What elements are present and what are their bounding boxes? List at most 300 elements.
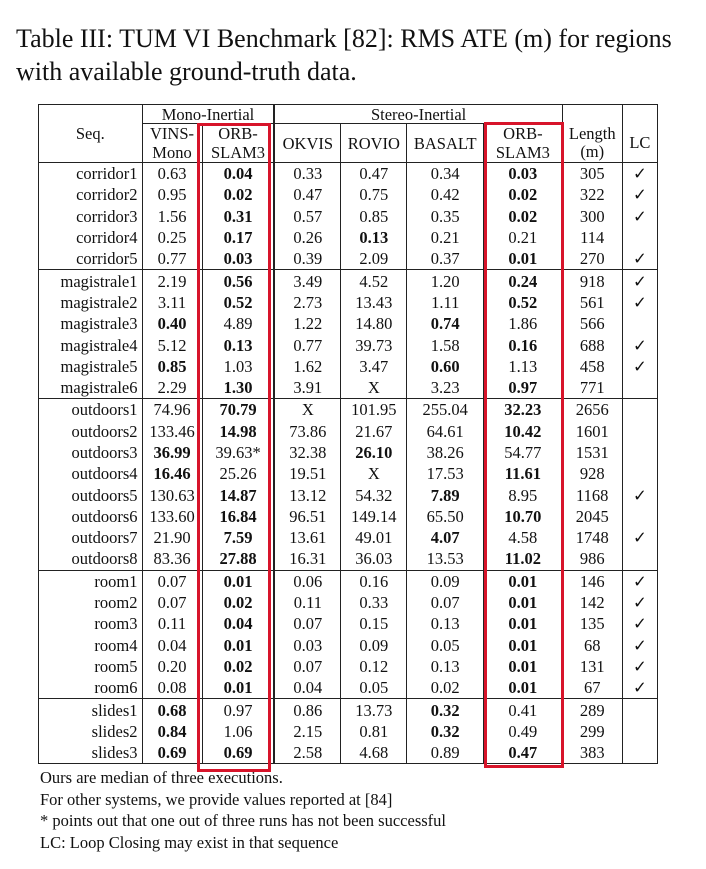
cell-orbs: 1.86: [484, 313, 563, 334]
cell-seq: slides1: [91, 700, 138, 720]
header-orb-slam3-stereo: ORB- SLAM3: [484, 124, 563, 163]
cell-lc: ✓: [622, 527, 657, 548]
cell-rovio: 0.13: [341, 227, 407, 248]
cell-rovio: 21.67: [341, 421, 407, 442]
cell-vins: 0.63: [142, 163, 202, 185]
table-row: [39, 635, 658, 656]
cell-vins: 2.29: [142, 377, 202, 399]
cell-basalt: 7.89: [407, 484, 484, 505]
cell-okvis: 19.51: [274, 463, 340, 484]
cell-rovio: 0.47: [341, 163, 407, 185]
cell-lc: ✓: [622, 656, 657, 677]
cell-vins: 3.11: [142, 292, 202, 313]
cell-orbs: 0.21: [484, 227, 563, 248]
cell-basalt: 0.60: [407, 356, 484, 377]
cell-orbs: 54.77: [484, 442, 563, 463]
cell-seq: room5: [94, 656, 138, 676]
cell-okvis: 0.11: [274, 592, 340, 613]
cell-seq: room3: [94, 614, 138, 634]
cell-lc: [622, 506, 657, 527]
cell-basalt: 13.53: [407, 548, 484, 570]
cell-orbm: 7.59: [202, 527, 274, 548]
cell-rovio: 54.32: [341, 484, 407, 505]
cell-rovio: 4.68: [341, 742, 407, 764]
cell-len: 2045: [562, 506, 622, 527]
cell-len: 986: [562, 548, 622, 570]
note-asterisk: * points out that one out of three runs has not been successful: [40, 811, 446, 830]
cell-lc: [622, 442, 657, 463]
cell-lc: [622, 463, 657, 484]
cell-orbm: 0.02: [202, 656, 274, 677]
cell-seq: outdoors3: [71, 443, 138, 462]
cell-seq: room4: [94, 635, 138, 655]
cell-vins: 74.96: [142, 399, 202, 421]
cell-orbm: 0.01: [202, 570, 274, 592]
cell-lc: [622, 742, 657, 764]
cell-orbs: 0.47: [484, 742, 563, 764]
cell-orbs: 0.52: [484, 292, 563, 313]
cell-orbm: 4.89: [202, 313, 274, 334]
cell-rovio: 3.47: [341, 356, 407, 377]
cell-seq: room2: [94, 593, 138, 613]
table-row: [39, 421, 658, 442]
cell-len: 1748: [562, 527, 622, 548]
cell-lc: ✓: [622, 570, 657, 592]
cell-rovio: 26.10: [341, 442, 407, 463]
cell-orbm: 0.04: [202, 163, 274, 185]
cell-seq: corridor4: [76, 228, 138, 248]
table-row: [39, 313, 658, 334]
cell-okvis: 13.61: [274, 527, 340, 548]
cell-orbm: 0.03: [202, 248, 274, 270]
cell-seq: corridor3: [76, 206, 138, 226]
cell-okvis: 0.06: [274, 570, 340, 592]
cell-basalt: 4.07: [407, 527, 484, 548]
cell-len: 561: [562, 292, 622, 313]
cell-orbs: 32.23: [484, 399, 563, 421]
cell-seq: corridor1: [76, 164, 138, 184]
cell-rovio: 0.15: [341, 613, 407, 634]
table-row: [39, 227, 658, 248]
cell-vins: 0.07: [142, 570, 202, 592]
cell-len: 289: [562, 699, 622, 721]
cell-okvis: 16.31: [274, 548, 340, 570]
group-mono-inertial: Mono-Inertial: [142, 105, 274, 124]
cell-lc: [622, 313, 657, 334]
cell-okvis: 13.12: [274, 484, 340, 505]
cell-vins: 0.04: [142, 635, 202, 656]
cell-rovio: 101.95: [341, 399, 407, 421]
cell-okvis: 1.62: [274, 356, 340, 377]
cell-vins: 21.90: [142, 527, 202, 548]
cell-orbs: 0.49: [484, 721, 563, 742]
cell-rovio: 0.81: [341, 721, 407, 742]
cell-len: 299: [562, 721, 622, 742]
cell-okvis: X: [274, 399, 340, 421]
cell-okvis: 0.03: [274, 635, 340, 656]
header-lc: LC: [622, 124, 657, 163]
cell-orbm: 0.69: [202, 742, 274, 764]
cell-seq: magistrale5: [60, 356, 138, 376]
note-reported: For other systems, we provide values reported at [84]: [40, 789, 393, 809]
cell-orbs: 0.01: [484, 613, 563, 634]
cell-seq: outdoors5: [71, 485, 138, 505]
cell-orbs: 0.02: [484, 206, 563, 227]
table-row: [39, 184, 658, 205]
cell-basalt: 38.26: [407, 442, 484, 463]
cell-vins: 83.36: [142, 548, 202, 570]
cell-vins: 0.07: [142, 592, 202, 613]
cell-len: 131: [562, 656, 622, 677]
cell-rovio: 36.03: [341, 548, 407, 570]
cell-okvis: 0.04: [274, 677, 340, 699]
table-row: [39, 592, 658, 613]
cell-basalt: 0.74: [407, 313, 484, 334]
cell-okvis: 2.15: [274, 721, 340, 742]
cell-orbs: 4.58: [484, 527, 563, 548]
cell-rovio: 49.01: [341, 527, 407, 548]
cell-okvis: 0.07: [274, 613, 340, 634]
cell-basalt: 0.42: [407, 184, 484, 205]
cell-orbm: 0.02: [202, 592, 274, 613]
cell-orbs: 0.01: [484, 592, 563, 613]
cell-lc: [622, 377, 657, 399]
cell-okvis: 0.86: [274, 699, 340, 721]
cell-len: 383: [562, 742, 622, 764]
cell-basalt: 0.32: [407, 699, 484, 721]
cell-rovio: 0.85: [341, 206, 407, 227]
table-row: [39, 527, 658, 548]
cell-orbs: 0.01: [484, 656, 563, 677]
cell-basalt: 17.53: [407, 463, 484, 484]
cell-lc: ✓: [622, 184, 657, 205]
cell-orbm: 0.52: [202, 292, 274, 313]
table-row: [39, 399, 658, 421]
cell-basalt: 1.58: [407, 334, 484, 355]
table-caption: Table III: TUM VI Benchmark [82]: RMS ATE (m) for regions with available ground-truth data.: [16, 24, 672, 86]
cell-lc: [622, 421, 657, 442]
cell-lc: ✓: [622, 163, 657, 185]
cell-lc: ✓: [622, 484, 657, 505]
cell-rovio: 0.16: [341, 570, 407, 592]
cell-rovio: 13.73: [341, 699, 407, 721]
header-okvis: OKVIS: [274, 124, 340, 163]
cell-len: 322: [562, 184, 622, 205]
cell-seq: outdoors8: [71, 549, 138, 569]
cell-len: 67: [562, 677, 622, 699]
cell-rovio: 0.75: [341, 184, 407, 205]
cell-len: 2656: [562, 399, 622, 421]
table-row: [39, 442, 658, 463]
cell-vins: 0.40: [142, 313, 202, 334]
cell-orbm: 14.87: [202, 484, 274, 505]
cell-vins: 0.25: [142, 227, 202, 248]
cell-lc: [622, 721, 657, 742]
cell-orbm: 0.31: [202, 206, 274, 227]
cell-seq: magistrale4: [60, 335, 138, 355]
cell-seq: magistrale2: [60, 292, 138, 312]
cell-len: 458: [562, 356, 622, 377]
cell-vins: 0.84: [142, 721, 202, 742]
cell-okvis: 73.86: [274, 421, 340, 442]
cell-orbm: 0.97: [202, 699, 274, 721]
cell-okvis: 1.22: [274, 313, 340, 334]
cell-rovio: X: [341, 377, 407, 399]
table-row: [39, 163, 658, 185]
cell-basalt: 3.23: [407, 377, 484, 399]
table-row: [39, 270, 658, 292]
cell-rovio: 39.73: [341, 334, 407, 355]
cell-vins: 0.95: [142, 184, 202, 205]
cell-len: 135: [562, 613, 622, 634]
note-lc: LC: Loop Closing may exist in that sequence: [40, 832, 339, 852]
table-row: [39, 356, 658, 377]
cell-basalt: 1.20: [407, 270, 484, 292]
table-row: [39, 484, 658, 505]
cell-lc: ✓: [622, 677, 657, 699]
cell-len: 305: [562, 163, 622, 185]
cell-lc: [622, 699, 657, 721]
cell-seq: outdoors1: [71, 400, 138, 420]
cell-basalt: 0.13: [407, 613, 484, 634]
cell-orbm: 39.63*: [202, 442, 274, 463]
cell-orbm: 1.03: [202, 356, 274, 377]
cell-len: 566: [562, 313, 622, 334]
cell-orbm: 25.26: [202, 463, 274, 484]
table-row: [39, 506, 658, 527]
group-stereo-inertial: Stereo-Inertial: [274, 105, 562, 124]
cell-orbm: 27.88: [202, 548, 274, 570]
cell-rovio: 149.14: [341, 506, 407, 527]
cell-len: 1168: [562, 484, 622, 505]
cell-orbs: 0.24: [484, 270, 563, 292]
header-length: Length (m): [562, 124, 622, 163]
cell-seq: room6: [94, 678, 138, 698]
cell-orbs: 0.02: [484, 184, 563, 205]
cell-basalt: 0.13: [407, 656, 484, 677]
cell-okvis: 0.57: [274, 206, 340, 227]
cell-okvis: 0.07: [274, 656, 340, 677]
table-row: [39, 699, 658, 721]
cell-orbm: 16.84: [202, 506, 274, 527]
group-spacer-length: [562, 105, 622, 124]
cell-lc: ✓: [622, 635, 657, 656]
cell-orbs: 11.61: [484, 463, 563, 484]
table-row: [39, 570, 658, 592]
cell-seq: slides2: [91, 721, 138, 741]
table-row: [39, 677, 658, 699]
cell-vins: 2.19: [142, 270, 202, 292]
cell-len: 142: [562, 592, 622, 613]
cell-okvis: 0.47: [274, 184, 340, 205]
cell-okvis: 0.77: [274, 334, 340, 355]
cell-orbs: 0.01: [484, 635, 563, 656]
cell-vins: 133.60: [142, 506, 202, 527]
cell-len: 1601: [562, 421, 622, 442]
cell-okvis: 0.39: [274, 248, 340, 270]
cell-rovio: 0.33: [341, 592, 407, 613]
cell-lc: ✓: [622, 292, 657, 313]
cell-vins: 130.63: [142, 484, 202, 505]
cell-orbm: 1.30: [202, 377, 274, 399]
cell-seq: magistrale3: [60, 314, 138, 334]
cell-lc: ✓: [622, 592, 657, 613]
cell-okvis: 2.58: [274, 742, 340, 764]
cell-lc: ✓: [622, 356, 657, 377]
cell-okvis: 96.51: [274, 506, 340, 527]
cell-rovio: 4.52: [341, 270, 407, 292]
table-row: [39, 742, 658, 764]
cell-vins: 0.68: [142, 699, 202, 721]
cell-basalt: 0.34: [407, 163, 484, 185]
cell-lc: ✓: [622, 248, 657, 270]
cell-seq: outdoors6: [71, 506, 138, 526]
cell-lc: ✓: [622, 206, 657, 227]
cell-seq: outdoors2: [71, 421, 138, 441]
table-row: [39, 248, 658, 270]
cell-len: 928: [562, 463, 622, 484]
cell-okvis: 2.73: [274, 292, 340, 313]
header-orb-slam3-mono: ORB- SLAM3: [202, 124, 274, 163]
cell-rovio: 0.05: [341, 677, 407, 699]
cell-basalt: 0.37: [407, 248, 484, 270]
cell-orbm: 1.06: [202, 721, 274, 742]
table-body: [39, 163, 658, 764]
cell-lc: [622, 227, 657, 248]
cell-basalt: 65.50: [407, 506, 484, 527]
header-rovio: ROVIO: [341, 124, 407, 163]
benchmark-table: [38, 104, 658, 764]
table-row: [39, 613, 658, 634]
cell-okvis: 3.91: [274, 377, 340, 399]
cell-orbs: 1.13: [484, 356, 563, 377]
table-row: [39, 292, 658, 313]
cell-vins: 0.11: [142, 613, 202, 634]
cell-basalt: 0.89: [407, 742, 484, 764]
cell-vins: 0.85: [142, 356, 202, 377]
cell-rovio: 2.09: [341, 248, 407, 270]
cell-rovio: 13.43: [341, 292, 407, 313]
cell-orbm: 0.56: [202, 270, 274, 292]
cell-basalt: 64.61: [407, 421, 484, 442]
cell-orbm: 0.13: [202, 334, 274, 355]
table-row: [39, 463, 658, 484]
cell-seq: room1: [94, 571, 138, 591]
cell-len: 146: [562, 570, 622, 592]
cell-len: 114: [562, 227, 622, 248]
cell-basalt: 1.11: [407, 292, 484, 313]
cell-vins: 16.46: [142, 463, 202, 484]
cell-orbm: 70.79: [202, 399, 274, 421]
cell-vins: 133.46: [142, 421, 202, 442]
cell-okvis: 32.38: [274, 442, 340, 463]
table-row: [39, 334, 658, 355]
cell-len: 270: [562, 248, 622, 270]
table-row: [39, 656, 658, 677]
cell-basalt: 255.04: [407, 399, 484, 421]
header-vins-mono: VINS- Mono: [142, 124, 202, 163]
cell-okvis: 0.26: [274, 227, 340, 248]
cell-lc: ✓: [622, 270, 657, 292]
cell-orbs: 0.97: [484, 377, 563, 399]
cell-rovio: 0.12: [341, 656, 407, 677]
cell-vins: 0.77: [142, 248, 202, 270]
cell-basalt: 0.07: [407, 592, 484, 613]
cell-len: 771: [562, 377, 622, 399]
cell-len: 1531: [562, 442, 622, 463]
cell-rovio: 0.09: [341, 635, 407, 656]
cell-orbm: 14.98: [202, 421, 274, 442]
cell-len: 300: [562, 206, 622, 227]
table-row: [39, 206, 658, 227]
cell-basalt: 0.35: [407, 206, 484, 227]
cell-vins: 0.08: [142, 677, 202, 699]
cell-basalt: 0.32: [407, 721, 484, 742]
cell-orbm: 0.17: [202, 227, 274, 248]
cell-basalt: 0.05: [407, 635, 484, 656]
header-basalt: BASALT: [407, 124, 484, 163]
cell-orbm: 0.01: [202, 677, 274, 699]
cell-vins: 5.12: [142, 334, 202, 355]
cell-vins: 0.69: [142, 742, 202, 764]
cell-vins: 1.56: [142, 206, 202, 227]
cell-okvis: 3.49: [274, 270, 340, 292]
cell-okvis: 0.33: [274, 163, 340, 185]
cell-orbs: 0.16: [484, 334, 563, 355]
cell-seq: corridor5: [76, 249, 138, 269]
cell-len: 918: [562, 270, 622, 292]
cell-rovio: X: [341, 463, 407, 484]
cell-orbs: 0.01: [484, 677, 563, 699]
cell-lc: ✓: [622, 334, 657, 355]
header-seq: Seq.: [39, 105, 143, 163]
cell-seq: outdoors7: [71, 528, 138, 548]
cell-orbs: 10.42: [484, 421, 563, 442]
cell-rovio: 14.80: [341, 313, 407, 334]
cell-orbs: 8.95: [484, 484, 563, 505]
cell-seq: slides3: [91, 743, 138, 763]
cell-len: 68: [562, 635, 622, 656]
cell-vins: 0.20: [142, 656, 202, 677]
cell-len: 688: [562, 334, 622, 355]
cell-orbm: 0.01: [202, 635, 274, 656]
cell-orbs: 0.03: [484, 163, 563, 185]
table-row: [39, 721, 658, 742]
cell-basalt: 0.21: [407, 227, 484, 248]
cell-lc: [622, 399, 657, 421]
cell-basalt: 0.02: [407, 677, 484, 699]
group-spacer-lc: [622, 105, 657, 124]
cell-orbs: 0.41: [484, 699, 563, 721]
cell-seq: magistrale1: [60, 271, 138, 291]
cell-seq: magistrale6: [60, 378, 138, 398]
cell-lc: ✓: [622, 613, 657, 634]
cell-orbm: 0.02: [202, 184, 274, 205]
table-row: [39, 548, 658, 570]
cell-orbs: 0.01: [484, 248, 563, 270]
table-row: [39, 377, 658, 399]
cell-orbs: 10.70: [484, 506, 563, 527]
note-median: Ours are median of three executions.: [40, 768, 283, 787]
cell-seq: corridor2: [76, 185, 138, 205]
cell-basalt: 0.09: [407, 570, 484, 592]
table-notes: [40, 767, 446, 853]
cell-orbs: 11.02: [484, 548, 563, 570]
cell-orbs: 0.01: [484, 570, 563, 592]
cell-orbm: 0.04: [202, 613, 274, 634]
cell-lc: [622, 548, 657, 570]
cell-seq: outdoors4: [71, 464, 138, 484]
